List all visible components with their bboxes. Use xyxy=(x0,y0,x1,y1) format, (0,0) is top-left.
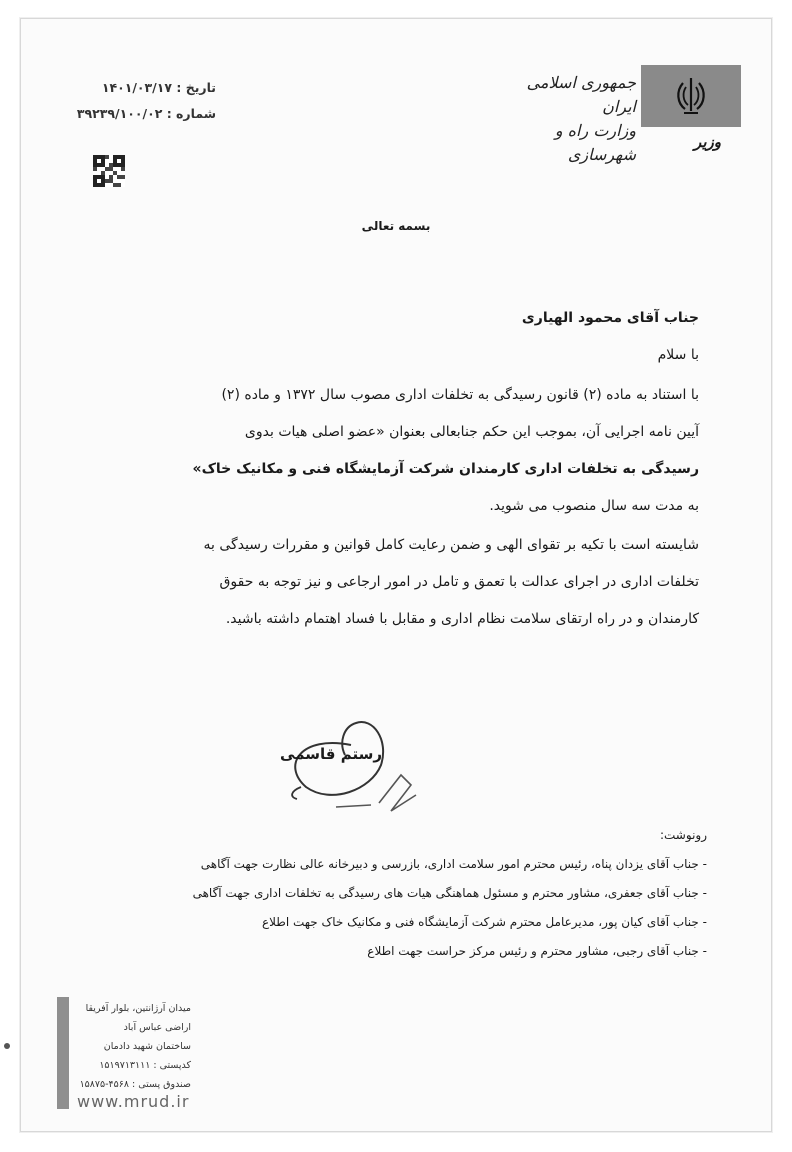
postal-code: کدپستی : ۱۵۱۹۷۱۳۱۱۱ xyxy=(99,1060,191,1071)
paragraph-line: به مدت سه سال منصوب می شوید. xyxy=(489,498,699,514)
punch-hole xyxy=(4,1043,10,1049)
greeting: با سلام xyxy=(657,347,699,363)
paragraph-line: تخلفات اداری در اجرای عدالت با تعمق و تامل در امور ارجاعی و نیز توجه به حقوق xyxy=(219,574,699,590)
copy-recipient: - جناب آقای یزدان پناه، رئیس محترم امور سلامت اداری، بازرسی و دبیرخانه عالی نظارت جهت آگاهی xyxy=(200,857,707,871)
signer-name: رستم قاسمی xyxy=(280,745,382,763)
po-box: صندوق پستی : ۴۵۶۸-۱۵۸۷۵ xyxy=(79,1079,191,1090)
copies-list xyxy=(141,821,707,966)
copy-recipient: - جناب آقای جعفری، مشاور محترم و مسئول هماهنگی هیات های رسیدگی به تخلفات اداری جهت آگاهی xyxy=(192,886,707,900)
paragraph-line: با استناد به ماده (۲) قانون رسیدگی به تخلفات اداری مصوب سال ۱۳۷۲ و ماده (۲) xyxy=(221,387,699,403)
office-title: وزیر xyxy=(694,133,721,151)
iran-emblem xyxy=(641,65,741,127)
paragraph-appointment xyxy=(151,377,699,525)
address-line: اراضی عباس آباد xyxy=(123,1022,191,1033)
paragraph-recommendation xyxy=(151,527,699,638)
letter-page xyxy=(20,18,772,1132)
letter-number: شماره : ۳۹۲۳۹/۱۰۰/۰۲ xyxy=(76,106,216,121)
paragraph-line: شایسته است با تکیه بر تقوای الهی و ضمن رعایت کامل قوانین و مقررات رسیدگی به xyxy=(203,537,699,553)
copy-recipient: - جناب آقای کیان پور، مدیرعامل محترم شرکت آزمایشگاه فنی و مکانیک خاک جهت اطلاع xyxy=(261,915,707,929)
footer-bar xyxy=(57,997,69,1109)
address-line: میدان آرژانتین، بلوار آفریقا xyxy=(85,1003,191,1014)
qr-code xyxy=(93,155,125,187)
ministry-title xyxy=(491,71,636,167)
emblem-icon xyxy=(673,75,709,117)
paragraph-line: کارمندان و در راه ارتقای سلامت نظام اداری و مقابل با فساد اهتمام داشته باشید. xyxy=(225,611,699,627)
copies-title: رونوشت: xyxy=(659,828,707,842)
invocation: بسمه تعالی xyxy=(361,219,431,233)
website-link[interactable]: www.mrud.ir xyxy=(77,1092,190,1111)
paragraph-line: آیین نامه اجرایی آن، بموجب این حکم جنابعالی بعنوان «عضو اصلی هیات بدوی xyxy=(244,424,699,440)
letter-meta xyxy=(56,75,216,127)
ministry-name: وزارت راه و شهرسازی xyxy=(554,121,636,164)
paragraph-line-bold: رسیدگی به تخلفات اداری کارمندان شرکت آزمایشگاه فنی و مکانیک خاک» xyxy=(192,461,699,477)
country-name: جمهوری اسلامی ایران xyxy=(526,73,636,116)
address-line: ساختمان شهید دادمان xyxy=(103,1041,191,1052)
footer-address xyxy=(73,999,191,1094)
recipient-salutation: جناب آقای محمود الهیاری xyxy=(521,310,699,326)
letter-date: تاریخ : ۱۴۰۱/۰۳/۱۷ xyxy=(101,80,216,95)
copy-recipient: - جناب آقای رجبی، مشاور محترم و رئیس مرکز حراست جهت اطلاع xyxy=(367,944,707,958)
